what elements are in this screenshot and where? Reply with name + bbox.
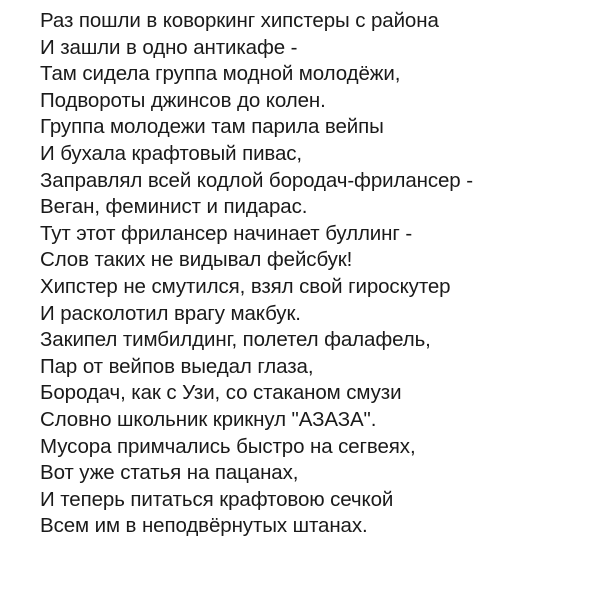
poem-line: И расколотил врагу макбук. <box>40 301 301 325</box>
poem-line: Закипел тимбилдинг, полетел фалафель, <box>40 328 431 352</box>
poem-line: И бухала крафтовый пивас, <box>40 141 303 165</box>
poem-line: Заправлял всей кодлой бородач-фрилансер - <box>40 168 473 192</box>
poem-text <box>40 8 600 540</box>
poem-line: Мусора примчались быстро на сегвеях, <box>40 434 416 458</box>
poem-line: Вот уже статья на пацанах, <box>40 461 299 485</box>
poem-line: Там сидела группа модной молодёжи, <box>40 62 401 86</box>
poem-line: Бородач, как с Узи, со стаканом смузи <box>40 381 402 405</box>
poem-line: И зашли в одно антикафе - <box>40 35 298 59</box>
poem-line: Хипстер не смутился, взял свой гироскутер <box>40 274 451 298</box>
poem-line: Веган, феминист и пидарас. <box>40 195 308 219</box>
poem-line: Словно школьник крикнул "АЗАЗА". <box>40 407 377 431</box>
poem-line: Подвороты джинсов до колен. <box>40 88 326 112</box>
poem-line: Слов таких не видывал фейсбук! <box>40 248 353 272</box>
poem-line: Группа молодежи там парила вейпы <box>40 115 384 139</box>
poem-line: Раз пошли в коворкинг хипстеры с района <box>40 9 439 32</box>
poem-line: Тут этот фрилансер начинает буллинг - <box>40 221 413 245</box>
poem-line: Всем им в неподвёрнутых штанах. <box>40 514 368 538</box>
poem-line: Пар от вейпов выедал глаза, <box>40 354 314 378</box>
poem-line: И теперь питаться крафтовою сечкой <box>40 487 394 511</box>
